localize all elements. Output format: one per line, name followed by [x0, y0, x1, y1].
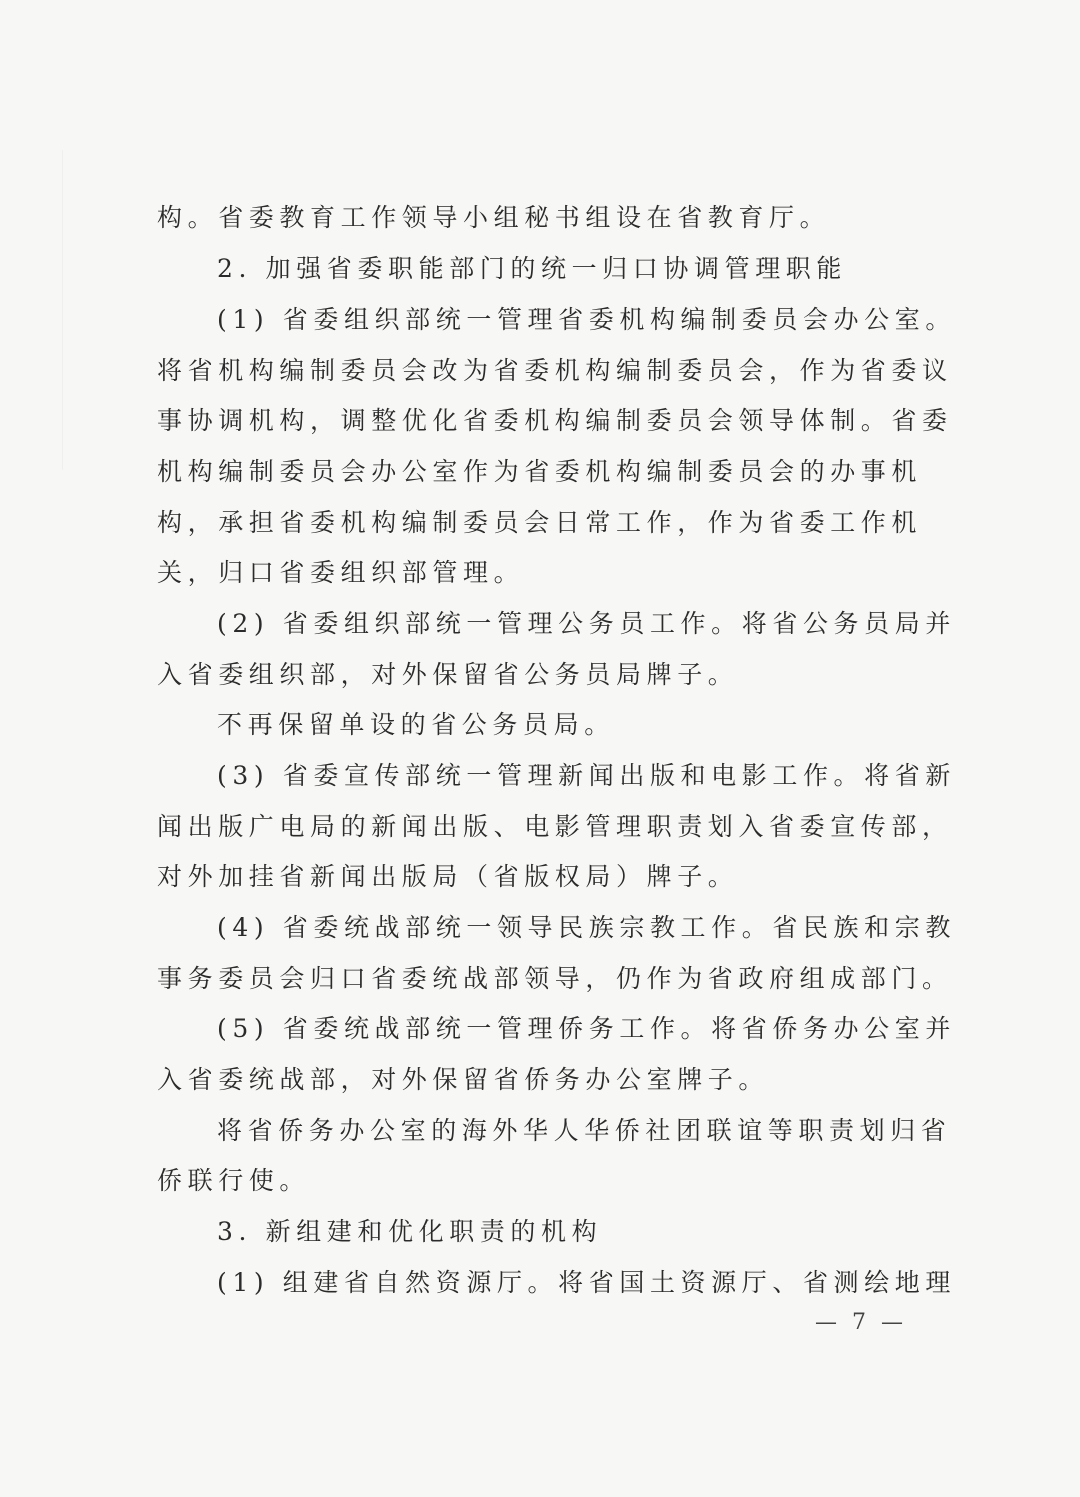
scan-artifact [62, 150, 63, 470]
text-line: 入省委组织部，对外保留省公务员局牌子。 [157, 660, 739, 689]
text-line: 入省委统战部，对外保留省侨务办公室牌子。 [157, 1065, 770, 1094]
text-line: (1) 省委组织部统一管理省委机构编制委员会办公室。 [217, 305, 956, 334]
text-line: (4) 省委统战部统一领导民族宗教工作。省民族和宗教 [217, 913, 956, 942]
text-line: 构。省委教育工作领导小组秘书组设在省教育厅。 [157, 203, 831, 232]
page-number: — 7 — [815, 1310, 907, 1335]
text-line: 事协调机构，调整优化省委机构编制委员会领导体制。省委 [157, 406, 953, 435]
text-line: (2) 省委组织部统一管理公务员工作。将省公务员局并 [217, 609, 956, 638]
text-line: 不再保留单设的省公务员局。 [217, 710, 615, 739]
text-line: (1) 组建省自然资源厅。将省国土资源厅、省测绘地理 [217, 1268, 956, 1297]
section-heading: 3. 新组建和优化职责的机构 [217, 1217, 603, 1246]
text-line: 事务委员会归口省委统战部领导，仍作为省政府组成部门。 [157, 964, 953, 993]
section-heading: 2. 加强省委职能部门的统一归口协调管理职能 [217, 254, 848, 283]
text-line: 将省机构编制委员会改为省委机构编制委员会，作为省委议 [157, 356, 953, 385]
text-line: 构，承担省委机构编制委员会日常工作，作为省委工作机 [157, 508, 923, 537]
text-line: 闻出版广电局的新闻出版、电影管理职责划入省委宣传部， [157, 812, 953, 841]
text-line: 将省侨务办公室的海外华人华侨社团联谊等职责划归省 [217, 1116, 952, 1145]
text-line: 机构编制委员会办公室作为省委机构编制委员会的办事机 [157, 457, 923, 486]
text-line: 关，归口省委组织部管理。 [157, 558, 525, 587]
text-line: 侨联行使。 [157, 1166, 311, 1195]
text-line: (3) 省委宣传部统一管理新闻出版和电影工作。将省新 [217, 761, 956, 790]
text-line: (5) 省委统战部统一管理侨务工作。将省侨务办公室并 [217, 1014, 956, 1043]
text-line: 对外加挂省新闻出版局（省版权局）牌子。 [157, 862, 739, 891]
